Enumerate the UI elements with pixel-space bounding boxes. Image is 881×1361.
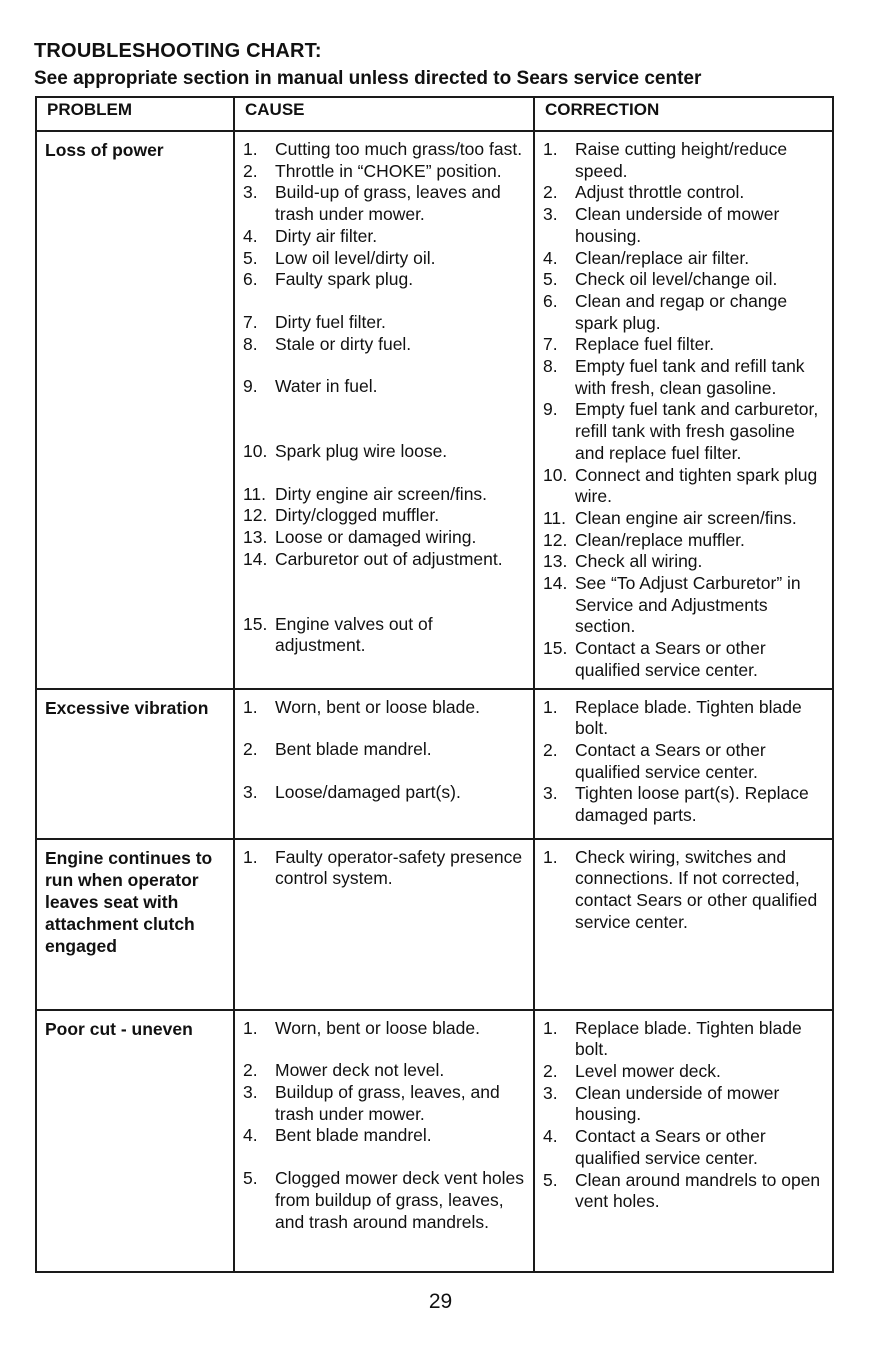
- item-number: 1.: [243, 139, 258, 159]
- item-number: 4.: [243, 225, 258, 246]
- column-header-problem: PROBLEM: [36, 97, 234, 131]
- item-number: 1.: [243, 846, 258, 867]
- list-item: [543, 204, 826, 247]
- item-number: 5.: [543, 1169, 558, 1190]
- correction-cell: [534, 839, 833, 1010]
- cause-cell: [234, 689, 534, 839]
- item-text: Clean engine air screen/fins.: [575, 507, 797, 528]
- list-item: [243, 1018, 527, 1040]
- list-item: [243, 139, 527, 161]
- item-number: 4.: [543, 1126, 558, 1147]
- item-text: Contact a Sears or other qualified service center.: [575, 638, 766, 680]
- item-text: Faulty spark plug.: [275, 269, 414, 290]
- list-item: [543, 356, 826, 399]
- table-row: [36, 689, 833, 839]
- cause-list: [243, 1018, 527, 1234]
- list-item: [243, 1060, 527, 1082]
- item-number: 6.: [543, 290, 558, 311]
- list-item: [243, 312, 527, 334]
- list-item: [543, 182, 826, 204]
- list-item: [243, 549, 527, 571]
- item-number: 6.: [243, 269, 258, 290]
- item-number: 13.: [243, 527, 268, 548]
- list-item: [243, 441, 527, 463]
- item-text: Contact a Sears or other qualified service center.: [575, 739, 766, 782]
- item-number: 10.: [543, 464, 568, 485]
- item-text: Empty fuel tank and carburetor, refill tank with fresh gasoline and replace fuel filter.: [575, 399, 819, 463]
- list-item: [543, 697, 826, 740]
- item-text: Check wiring, switches and connections. If not corrected, contact Sears or other qualified service center.: [575, 846, 818, 932]
- list-item: [543, 1061, 826, 1083]
- item-number: 3.: [243, 1081, 258, 1102]
- list-item: [243, 161, 527, 183]
- item-text: Clean and regap or change spark plug.: [575, 290, 788, 333]
- list-item: [543, 740, 826, 783]
- table-row: [36, 839, 833, 1010]
- item-text: Clean/replace air filter.: [575, 247, 750, 268]
- item-number: 2.: [243, 739, 258, 760]
- correction-list: [543, 1018, 826, 1213]
- item-number: 2.: [543, 739, 558, 760]
- cause-list: [243, 847, 527, 890]
- item-number: 12.: [243, 505, 268, 526]
- item-number: 1.: [543, 139, 558, 159]
- item-text: Replace fuel filter.: [575, 334, 715, 355]
- problem-cell: Excessive vibration: [36, 689, 234, 839]
- item-number: 2.: [543, 182, 558, 203]
- item-text: Clogged mower deck vent holes from buildup of grass, leaves, and trash around mandrels.: [275, 1168, 525, 1232]
- item-number: 5.: [243, 247, 258, 268]
- list-item: [243, 182, 527, 225]
- page-number: 29: [428, 1290, 453, 1313]
- cause-list: [243, 697, 527, 804]
- item-text: Worn, bent or loose blade.: [275, 696, 480, 717]
- item-number: 3.: [543, 783, 558, 804]
- list-item: [243, 484, 527, 506]
- item-text: Check oil level/change oil.: [575, 269, 778, 290]
- list-item: [243, 782, 527, 804]
- list-item: [543, 1018, 826, 1061]
- item-number: 15.: [543, 638, 568, 659]
- item-text: Connect and tighten spark plug wire.: [575, 464, 818, 507]
- item-number: 4.: [243, 1125, 258, 1146]
- item-number: 2.: [243, 160, 258, 181]
- list-item: [243, 614, 527, 657]
- item-text: Loose/damaged part(s).: [275, 781, 461, 802]
- list-item: [543, 399, 826, 464]
- table-row: [36, 1010, 833, 1272]
- item-text: Clean/replace muffler.: [575, 529, 745, 550]
- table-header-row: [36, 97, 833, 131]
- item-number: 3.: [243, 182, 258, 203]
- column-header-cause: CAUSE: [234, 97, 534, 131]
- item-number: 8.: [243, 333, 258, 354]
- list-item: [543, 573, 826, 638]
- correction-cell: [534, 131, 833, 689]
- list-item: [543, 847, 826, 934]
- cause-cell: [234, 839, 534, 1010]
- item-number: 11.: [243, 483, 267, 504]
- item-text: Bent blade mandrel.: [275, 739, 432, 760]
- list-item: [543, 291, 826, 334]
- item-number: 1.: [543, 1017, 558, 1038]
- list-item: [243, 248, 527, 270]
- list-item: [543, 334, 826, 356]
- item-text: Buildup of grass, leaves, and trash under mower.: [275, 1081, 500, 1124]
- item-text: Worn, bent or loose blade.: [275, 1017, 480, 1038]
- correction-list: [543, 847, 826, 934]
- item-number: 1.: [543, 846, 558, 867]
- cause-list: [243, 139, 527, 657]
- item-text: Water in fuel.: [275, 376, 378, 397]
- item-number: 7.: [243, 311, 258, 332]
- item-text: Replace blade. Tighten blade bolt.: [575, 696, 802, 739]
- item-text: Clean underside of mower housing.: [575, 204, 780, 246]
- list-item: [543, 269, 826, 291]
- item-number: 5.: [243, 1168, 258, 1189]
- troubleshooting-table: [35, 96, 834, 1273]
- list-item: [243, 697, 527, 719]
- table-body: [36, 131, 833, 1272]
- correction-list: [543, 139, 826, 682]
- list-item: [543, 783, 826, 826]
- item-text: Level mower deck.: [575, 1060, 721, 1081]
- item-text: Clean around mandrels to open vent holes.: [575, 1169, 821, 1212]
- list-item: [243, 226, 527, 248]
- item-number: 11.: [543, 507, 567, 528]
- list-item: [543, 139, 826, 182]
- item-text: Check all wiring.: [575, 551, 703, 572]
- item-number: 12.: [543, 529, 568, 550]
- chart-subtitle: See appropriate section in manual unless directed to Sears service center: [34, 68, 702, 89]
- item-text: Cutting too much grass/too fast.: [275, 139, 523, 159]
- item-text: Dirty/clogged muffler.: [275, 505, 440, 526]
- item-text: Adjust throttle control.: [575, 182, 745, 203]
- item-number: 9.: [243, 376, 258, 397]
- item-number: 1.: [243, 696, 258, 717]
- item-number: 1.: [543, 696, 558, 717]
- item-text: Tighten loose part(s). Replace damaged parts.: [575, 783, 809, 826]
- item-text: Build-up of grass, leaves and trash under mower.: [275, 182, 501, 225]
- item-number: 9.: [543, 399, 558, 420]
- item-text: Spark plug wire loose.: [275, 441, 448, 462]
- item-number: 10.: [243, 441, 268, 462]
- list-item: [243, 334, 527, 356]
- cause-cell: [234, 131, 534, 689]
- item-text: Replace blade. Tighten blade bolt.: [575, 1017, 802, 1060]
- list-item: [543, 508, 826, 530]
- item-text: Throttle in “CHOKE” position.: [275, 160, 502, 181]
- list-item: [243, 527, 527, 549]
- problem-cell: Engine continues to run when operator leaves seat with attachment clutch engaged: [36, 839, 234, 1010]
- list-item: [243, 505, 527, 527]
- item-text: Contact a Sears or other qualified service center.: [575, 1126, 766, 1168]
- item-number: 2.: [543, 1060, 558, 1081]
- item-number: 7.: [543, 334, 558, 355]
- item-number: 8.: [543, 356, 558, 377]
- item-number: 15.: [243, 613, 268, 634]
- problem-cell: Poor cut - uneven: [36, 1010, 234, 1272]
- item-text: See “To Adjust Carburetor” in Service and Adjustments section.: [575, 573, 801, 637]
- item-text: Mower deck not level.: [275, 1060, 445, 1081]
- item-text: Loose or damaged wiring.: [275, 527, 477, 548]
- item-text: Dirty engine air screen/fins.: [275, 483, 488, 504]
- problem-cell: Loss of power: [36, 131, 234, 689]
- item-text: Low oil level/dirty oil.: [275, 247, 436, 268]
- item-text: Dirty air filter.: [275, 225, 378, 246]
- item-number: 14.: [243, 548, 268, 569]
- item-number: 5.: [543, 269, 558, 290]
- item-number: 3.: [543, 1082, 558, 1103]
- table-row: [36, 131, 833, 689]
- list-item: [243, 376, 527, 398]
- correction-cell: [534, 1010, 833, 1272]
- item-number: 13.: [543, 551, 568, 572]
- item-number: 2.: [243, 1060, 258, 1081]
- item-text: Faulty operator-safety presence control system.: [275, 846, 523, 889]
- list-item: [243, 269, 527, 291]
- item-number: 3.: [243, 781, 258, 802]
- item-number: 3.: [543, 204, 558, 225]
- item-text: Raise cutting height/reduce speed.: [575, 139, 788, 181]
- item-text: Clean underside of mower housing.: [575, 1082, 780, 1125]
- list-item: [543, 1083, 826, 1126]
- cause-cell: [234, 1010, 534, 1272]
- list-item: [243, 1168, 527, 1233]
- list-item: [543, 551, 826, 573]
- list-item: [243, 739, 527, 761]
- list-item: [543, 1126, 826, 1169]
- item-number: 14.: [543, 573, 568, 594]
- list-item: [543, 1170, 826, 1213]
- list-item: [543, 638, 826, 681]
- list-item: [243, 1082, 527, 1125]
- list-item: [543, 530, 826, 552]
- list-item: [543, 248, 826, 270]
- item-text: Dirty fuel filter.: [275, 311, 386, 332]
- item-text: Stale or dirty fuel.: [275, 333, 412, 354]
- list-item: [543, 465, 826, 508]
- item-text: Engine valves out of adjustment.: [275, 613, 433, 656]
- column-header-correction: CORRECTION: [534, 97, 833, 131]
- item-number: 1.: [243, 1017, 258, 1038]
- item-number: 4.: [543, 247, 558, 268]
- list-item: [243, 1125, 527, 1147]
- list-item: [243, 847, 527, 890]
- item-text: Empty fuel tank and refill tank with fresh, clean gasoline.: [575, 356, 805, 398]
- item-text: Carburetor out of adjustment.: [275, 548, 503, 569]
- chart-title: TROUBLESHOOTING CHART:: [34, 40, 322, 62]
- correction-cell: [534, 689, 833, 839]
- item-text: Bent blade mandrel.: [275, 1125, 432, 1146]
- correction-list: [543, 697, 826, 827]
